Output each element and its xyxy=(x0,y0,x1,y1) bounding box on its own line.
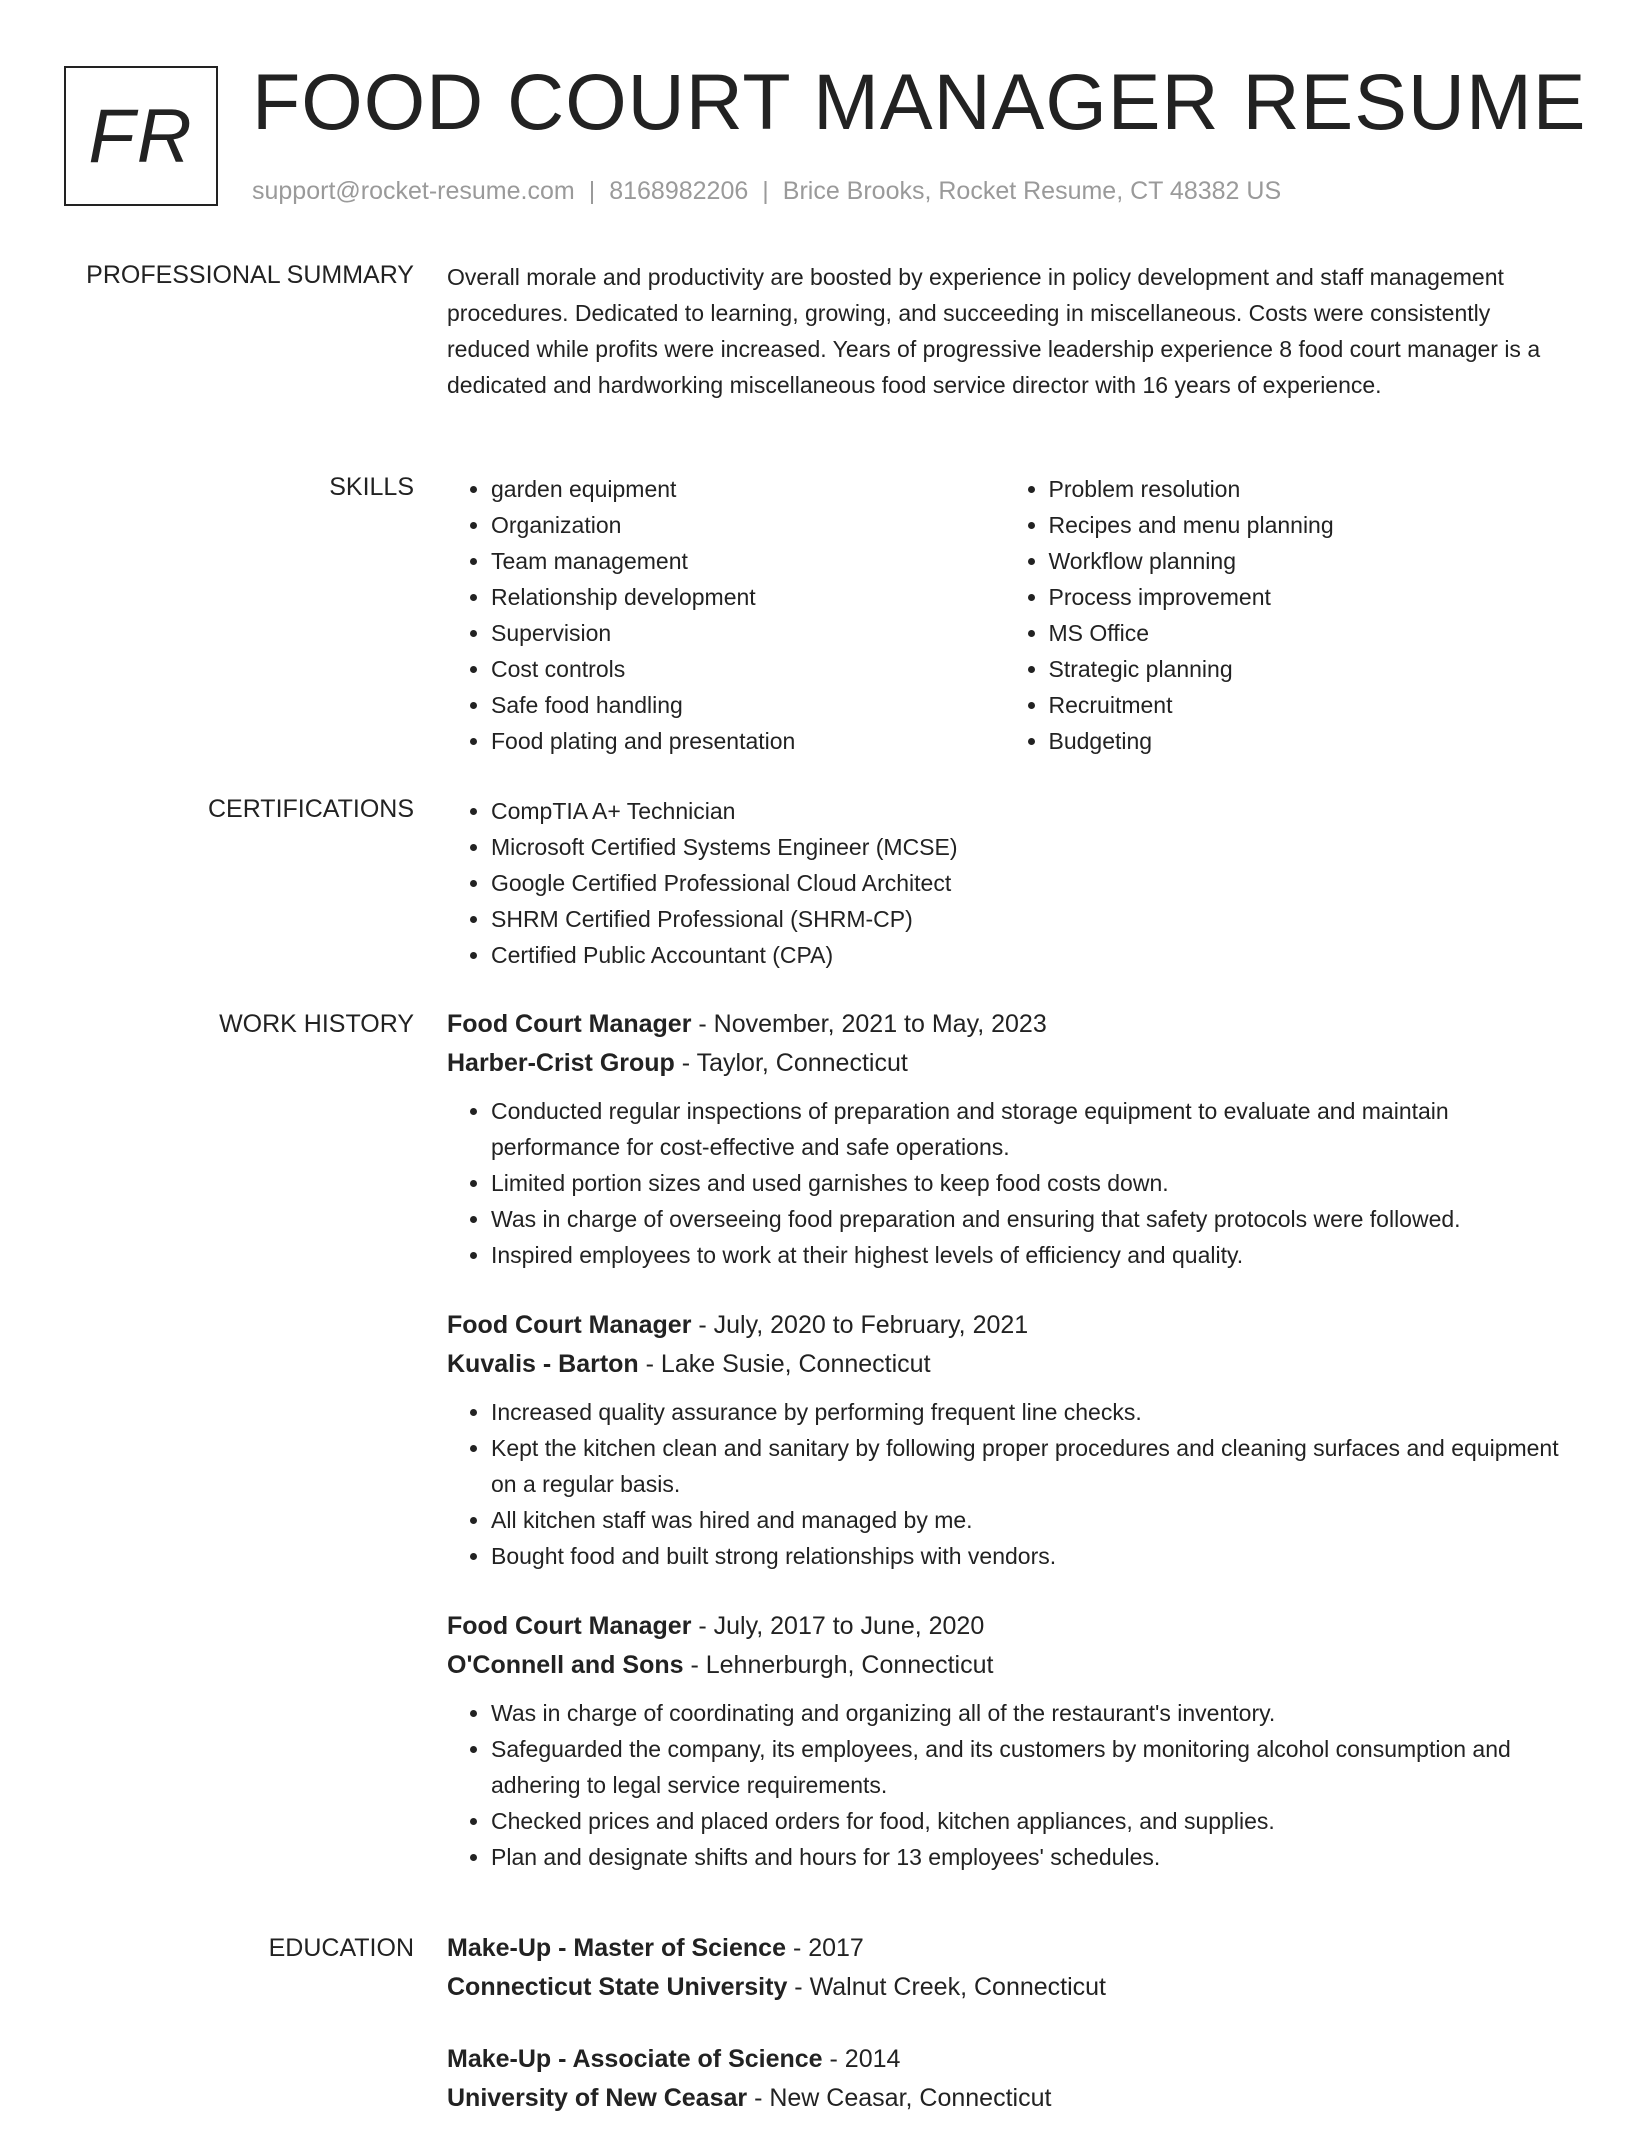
job-bullets xyxy=(447,1394,1562,1574)
list-item: • Cost controls xyxy=(491,651,1005,687)
page-title: FOOD COURT MANAGER RESUME xyxy=(252,57,1587,146)
section-body xyxy=(447,471,1562,759)
education-location: - New Ceasar, Connecticut xyxy=(747,2084,1052,2112)
list-item: • Microsoft Certified Systems Engineer (MCSE) xyxy=(491,829,1562,865)
skills-columns xyxy=(447,471,1562,759)
list-item: • Problem resolution xyxy=(1049,471,1563,507)
list-item: • Conducted regular inspections of preparation and storage equipment to evaluate and maintain performance for cost-effective and safe operations. xyxy=(491,1093,1562,1165)
list-item: • Supervision xyxy=(491,615,1005,651)
list-item: • Recruitment xyxy=(1049,687,1563,723)
education-location: - Walnut Creek, Connecticut xyxy=(787,1973,1106,2001)
job-bullets xyxy=(447,1695,1562,1875)
section-body xyxy=(447,1005,1562,1908)
education-degree: Make-Up - Master of Science xyxy=(447,1934,786,1962)
skills-list-right xyxy=(1005,471,1563,759)
job-location: - Taylor, Connecticut xyxy=(674,1049,908,1077)
education-school: University of New Ceasar xyxy=(447,2084,748,2112)
list-item: • Recipes and menu planning xyxy=(1049,507,1563,543)
job-company: Kuvalis - Barton xyxy=(447,1350,639,1378)
job-title: Food Court Manager xyxy=(447,1311,692,1339)
list-item: • Process improvement xyxy=(1049,579,1563,615)
education-degree: Make-Up - Associate of Science xyxy=(447,2045,823,2073)
list-item: • Was in charge of overseeing food preparation and ensuring that safety protocols were followed. xyxy=(491,1201,1562,1237)
list-item: • CompTIA A+ Technician xyxy=(491,793,1562,829)
section-label: CERTIFICATIONS xyxy=(207,795,414,823)
job-location: - Lake Susie, Connecticut xyxy=(638,1350,931,1378)
job-company: O'Connell and Sons xyxy=(447,1651,684,1679)
contact-address: Brice Brooks, Rocket Resume, CT 48382 US xyxy=(782,177,1282,205)
certifications-list xyxy=(447,793,1562,973)
education-year: - 2014 xyxy=(822,2045,901,2073)
list-item: • Strategic planning xyxy=(1049,651,1563,687)
list-item: • Plan and designate shifts and hours for 13 employees' schedules. xyxy=(491,1839,1562,1875)
list-item: • Limited portion sizes and used garnishes to keep food costs down. xyxy=(491,1165,1562,1201)
job-title: Food Court Manager xyxy=(447,1010,692,1038)
education-entry xyxy=(447,2040,1562,2118)
list-item: • Team management xyxy=(491,543,1005,579)
list-item: • Food plating and presentation xyxy=(491,723,1005,759)
monogram: FR xyxy=(64,66,218,206)
contact-separator: | xyxy=(762,177,769,205)
list-item: • Increased quality assurance by performing frequent line checks. xyxy=(491,1394,1562,1430)
section-body xyxy=(447,259,1562,403)
job-entry xyxy=(447,1607,1562,1875)
list-item: • Safe food handling xyxy=(491,687,1005,723)
contact-separator: | xyxy=(588,177,596,205)
list-item: • Bought food and built strong relationships with vendors. xyxy=(491,1538,1562,1574)
section-label: SKILLS xyxy=(329,473,414,501)
skills-list-left xyxy=(447,471,1005,759)
job-title-line xyxy=(447,1306,1562,1345)
education-school: Connecticut State University xyxy=(447,1973,788,2001)
list-item: • Checked prices and placed orders for food, kitchen appliances, and supplies. xyxy=(491,1803,1562,1839)
job-title-line xyxy=(447,1607,1562,1646)
job-entry xyxy=(447,1005,1562,1273)
list-item: • Organization xyxy=(491,507,1005,543)
education-degree-line xyxy=(447,2040,1562,2079)
education-year: - 2017 xyxy=(786,1934,864,1962)
section-body xyxy=(447,1929,1562,2151)
job-bullets xyxy=(447,1093,1562,1273)
summary-text: Overall morale and productivity are boosted by experience in policy development and staff management procedures. Dedicated to learning, growing, and succeeding in miscellaneous. Costs were consistently reduced while profits were increased. Years of progressive leadership experience 8 food court manager is a dedicated and hardworking miscellaneous food service director with 16 years of experience. xyxy=(447,264,1541,398)
list-item: • Safeguarded the company, its employees, and its customers by monitoring alcohol consumption and adhering to legal service requirements. xyxy=(491,1731,1562,1803)
list-item: • Google Certified Professional Cloud Architect xyxy=(491,865,1562,901)
list-item: • MS Office xyxy=(1049,615,1563,651)
list-item: • SHRM Certified Professional (SHRM-CP) xyxy=(491,901,1562,937)
education-school-line xyxy=(447,2079,1562,2118)
job-dates: - July, 2017 to June, 2020 xyxy=(691,1612,985,1640)
section-label: WORK HISTORY xyxy=(219,1010,414,1038)
section-label: EDUCATION xyxy=(268,1934,414,1962)
list-item: • Certified Public Accountant (CPA) xyxy=(491,937,1562,973)
education-school-line xyxy=(447,1968,1562,2007)
job-company-line xyxy=(447,1646,1562,1685)
job-company-line xyxy=(447,1044,1562,1083)
list-item: • Workflow planning xyxy=(1049,543,1563,579)
list-item: • garden equipment xyxy=(491,471,1005,507)
list-item: • Budgeting xyxy=(1049,723,1563,759)
section-body xyxy=(447,793,1562,973)
job-company-line xyxy=(447,1345,1562,1384)
contact-line xyxy=(252,174,1281,208)
education-degree-line xyxy=(447,1929,1562,1968)
contact-email[interactable]: support@rocket-resume.com xyxy=(252,177,575,205)
job-title-line xyxy=(447,1005,1562,1044)
list-item: • Was in charge of coordinating and organizing all of the restaurant's inventory. xyxy=(491,1695,1562,1731)
education-entry xyxy=(447,1929,1562,2007)
list-item: • Kept the kitchen clean and sanitary by following proper procedures and cleaning surfaces and equipment on a regular basis. xyxy=(491,1430,1562,1502)
job-company: Harber-Crist Group xyxy=(447,1049,675,1077)
contact-phone[interactable]: 8168982206 xyxy=(609,177,749,205)
section-label: PROFESSIONAL SUMMARY xyxy=(86,261,414,289)
list-item: • Relationship development xyxy=(491,579,1005,615)
job-dates: - July, 2020 to February, 2021 xyxy=(691,1311,1029,1339)
job-dates: - November, 2021 to May, 2023 xyxy=(691,1010,1047,1038)
list-item: • All kitchen staff was hired and managed by me. xyxy=(491,1502,1562,1538)
list-item: • Inspired employees to work at their highest levels of efficiency and quality. xyxy=(491,1237,1562,1273)
job-entry xyxy=(447,1306,1562,1574)
job-location: - Lehnerburgh, Connecticut xyxy=(683,1651,994,1679)
job-title: Food Court Manager xyxy=(447,1612,692,1640)
